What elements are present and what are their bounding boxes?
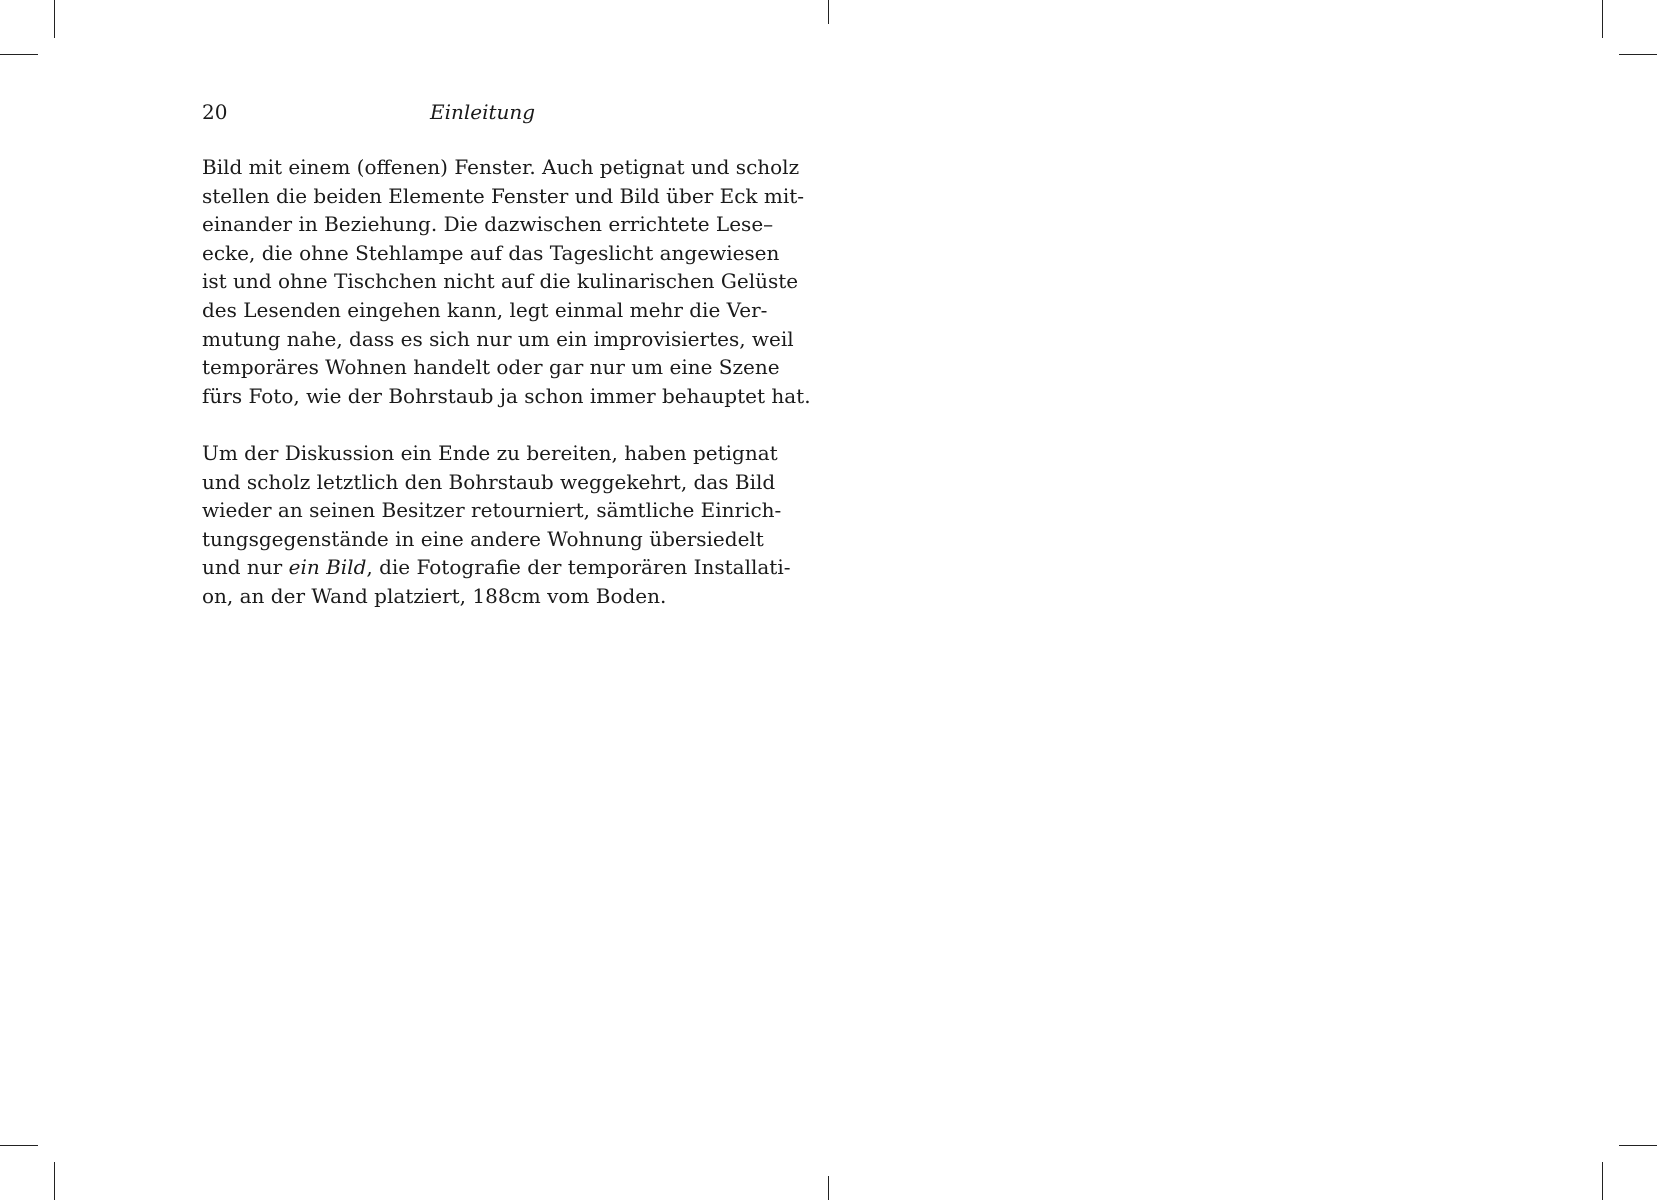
text-fragment: und nur xyxy=(202,555,289,580)
text-line: einander in Beziehung. Die dazwischen errichtete Lese– xyxy=(202,212,774,237)
crop-mark xyxy=(1602,1162,1603,1200)
crop-mark xyxy=(54,1162,55,1200)
text-line: ist und ohne Tischchen nicht auf die kulinarischen Gelüste xyxy=(202,269,799,294)
text-line-with-emphasis xyxy=(202,553,791,582)
emphasized-text: ein Bild xyxy=(288,555,367,580)
text-line: mutung nahe, dass es sich nur um ein improvisiertes, weil xyxy=(202,326,794,351)
text-line: Bild mit einem (offenen) Fenster. Auch petignat und scholz xyxy=(202,155,800,179)
crop-mark xyxy=(54,0,55,38)
crop-mark xyxy=(1619,1145,1657,1146)
crop-mark xyxy=(1602,0,1603,38)
crop-mark xyxy=(828,0,829,24)
text-line: tungsgegenstände in eine andere Wohnung übersiedelt xyxy=(202,526,764,551)
crop-mark xyxy=(1619,54,1657,55)
page-number: 20 xyxy=(202,100,228,124)
text-line: temporäres Wohnen handelt oder gar nur um eine Szene xyxy=(202,355,780,380)
page-header xyxy=(202,100,755,130)
running-head: Einleitung xyxy=(430,100,536,124)
crop-mark xyxy=(0,1145,38,1146)
crop-mark xyxy=(828,1176,829,1200)
text-line: wieder an seinen Besitzer retourniert, sämtliche Einrich- xyxy=(202,498,782,523)
paragraph-1 xyxy=(202,153,811,410)
text-line: stellen die beiden Elemente Fenster und Bild über Eck mit- xyxy=(202,183,805,208)
paragraph-2 xyxy=(202,439,791,611)
text-line: des Lesenden eingehen kann, legt einmal mehr die Ver- xyxy=(202,297,768,322)
text-line: on, an der Wand platziert, 188cm vom Boden. xyxy=(202,583,667,608)
paragraph-gap xyxy=(202,410,755,439)
crop-mark xyxy=(0,54,38,55)
text-line: und scholz letztlich den Bohrstaub weggekehrt, das Bild xyxy=(202,469,776,494)
body-text xyxy=(202,153,811,611)
text-line: ecke, die ohne Stehlampe auf das Tageslicht angewiesen xyxy=(202,240,780,265)
text-line: fürs Foto, wie der Bohrstaub ja schon immer behauptet hat. xyxy=(202,383,811,408)
text-fragment: , die Fotografie der temporären Installati- xyxy=(366,555,791,580)
text-line: Um der Diskussion ein Ende zu bereiten, haben petignat xyxy=(202,440,778,465)
